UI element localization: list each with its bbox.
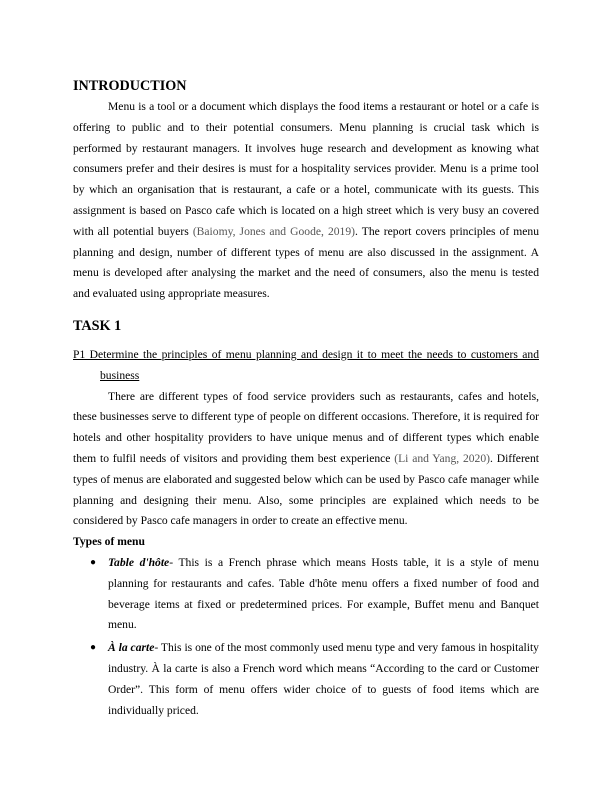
- menu-type-description: - This is a French phrase which means Hosts table, it is a style of menu planning for restaurants and cafes. Table d'hôte menu offers a fixed number of food and beverage items at fixed or predetermined prices. For example, Buffet menu and Banquet menu.: [108, 555, 539, 632]
- introduction-heading: INTRODUCTION: [73, 78, 187, 94]
- task1-text-2: . Different types of menus are elaborated and suggested below which can be used by Pasco cafe manager while planning and designing their menu. Also, some principles are explained which needs to be considered by Pasco cafe managers in order to create an effective menu.: [73, 451, 539, 528]
- types-of-menu-heading: Types of menu: [73, 535, 145, 549]
- list-item: [73, 553, 539, 636]
- task1-subheading: P1 Determine the principles of menu planning and design it to meet the needs to customers and business: [73, 347, 539, 382]
- menu-types-list: [73, 553, 539, 721]
- menu-type-term: Table d'hôte: [108, 555, 170, 569]
- task1-paragraph: [73, 387, 539, 533]
- task1-text-1: There are different types of food service providers such as restaurants, cafes and hotels, these businesses serve to different type of people on different occasions. Therefore, it is required for hotels and other hospitality providers to have unique menus and of different types which enable them to fulfil needs of visitors and providing them best experience: [73, 389, 539, 465]
- menu-type-term: À la carte: [108, 641, 155, 655]
- menu-type-description: - This is one of the most commonly used menu type and very famous in hospitality industry. À la carte is also a French word which means “According to the card or Customer Order”. This form of menu offers wider choice of to guests of food items which are individually priced.: [108, 641, 539, 717]
- introduction-paragraph: [73, 97, 539, 305]
- introduction-citation: (Baiomy, Jones and Goode, 2019): [192, 224, 356, 238]
- bullet-icon: ●: [90, 556, 97, 568]
- page-content: [73, 75, 539, 723]
- introduction-text-2: . The report covers principles of menu planning and design, number of different types of menu are also discussed in the assignment. A menu is developed after analysing the market and the need of consumers, also the menu is tested and evaluated using appropriate measures.: [73, 224, 539, 301]
- introduction-text-1: Menu is a tool or a document which displays the food items a restaurant or hotel or a cafe is offering to public and to their potential consumers. Menu planning is crucial task which is performed by restaurant managers. It involves huge research and development as knowing what consumers prefer and their desires is must for a hospitality services provider. Menu is a prime tool by which an organisation that is restaurant, a cafe or a hotel, communicate with its guests. This assignment is based on Pasco cafe which is located on a high street which is very busy an covered with all potential buyers: [73, 100, 539, 238]
- bullet-icon: ●: [90, 642, 97, 654]
- task1-heading: TASK 1: [73, 317, 122, 334]
- list-item: [73, 638, 539, 721]
- task1-citation: (Li and Yang, 2020): [394, 451, 490, 465]
